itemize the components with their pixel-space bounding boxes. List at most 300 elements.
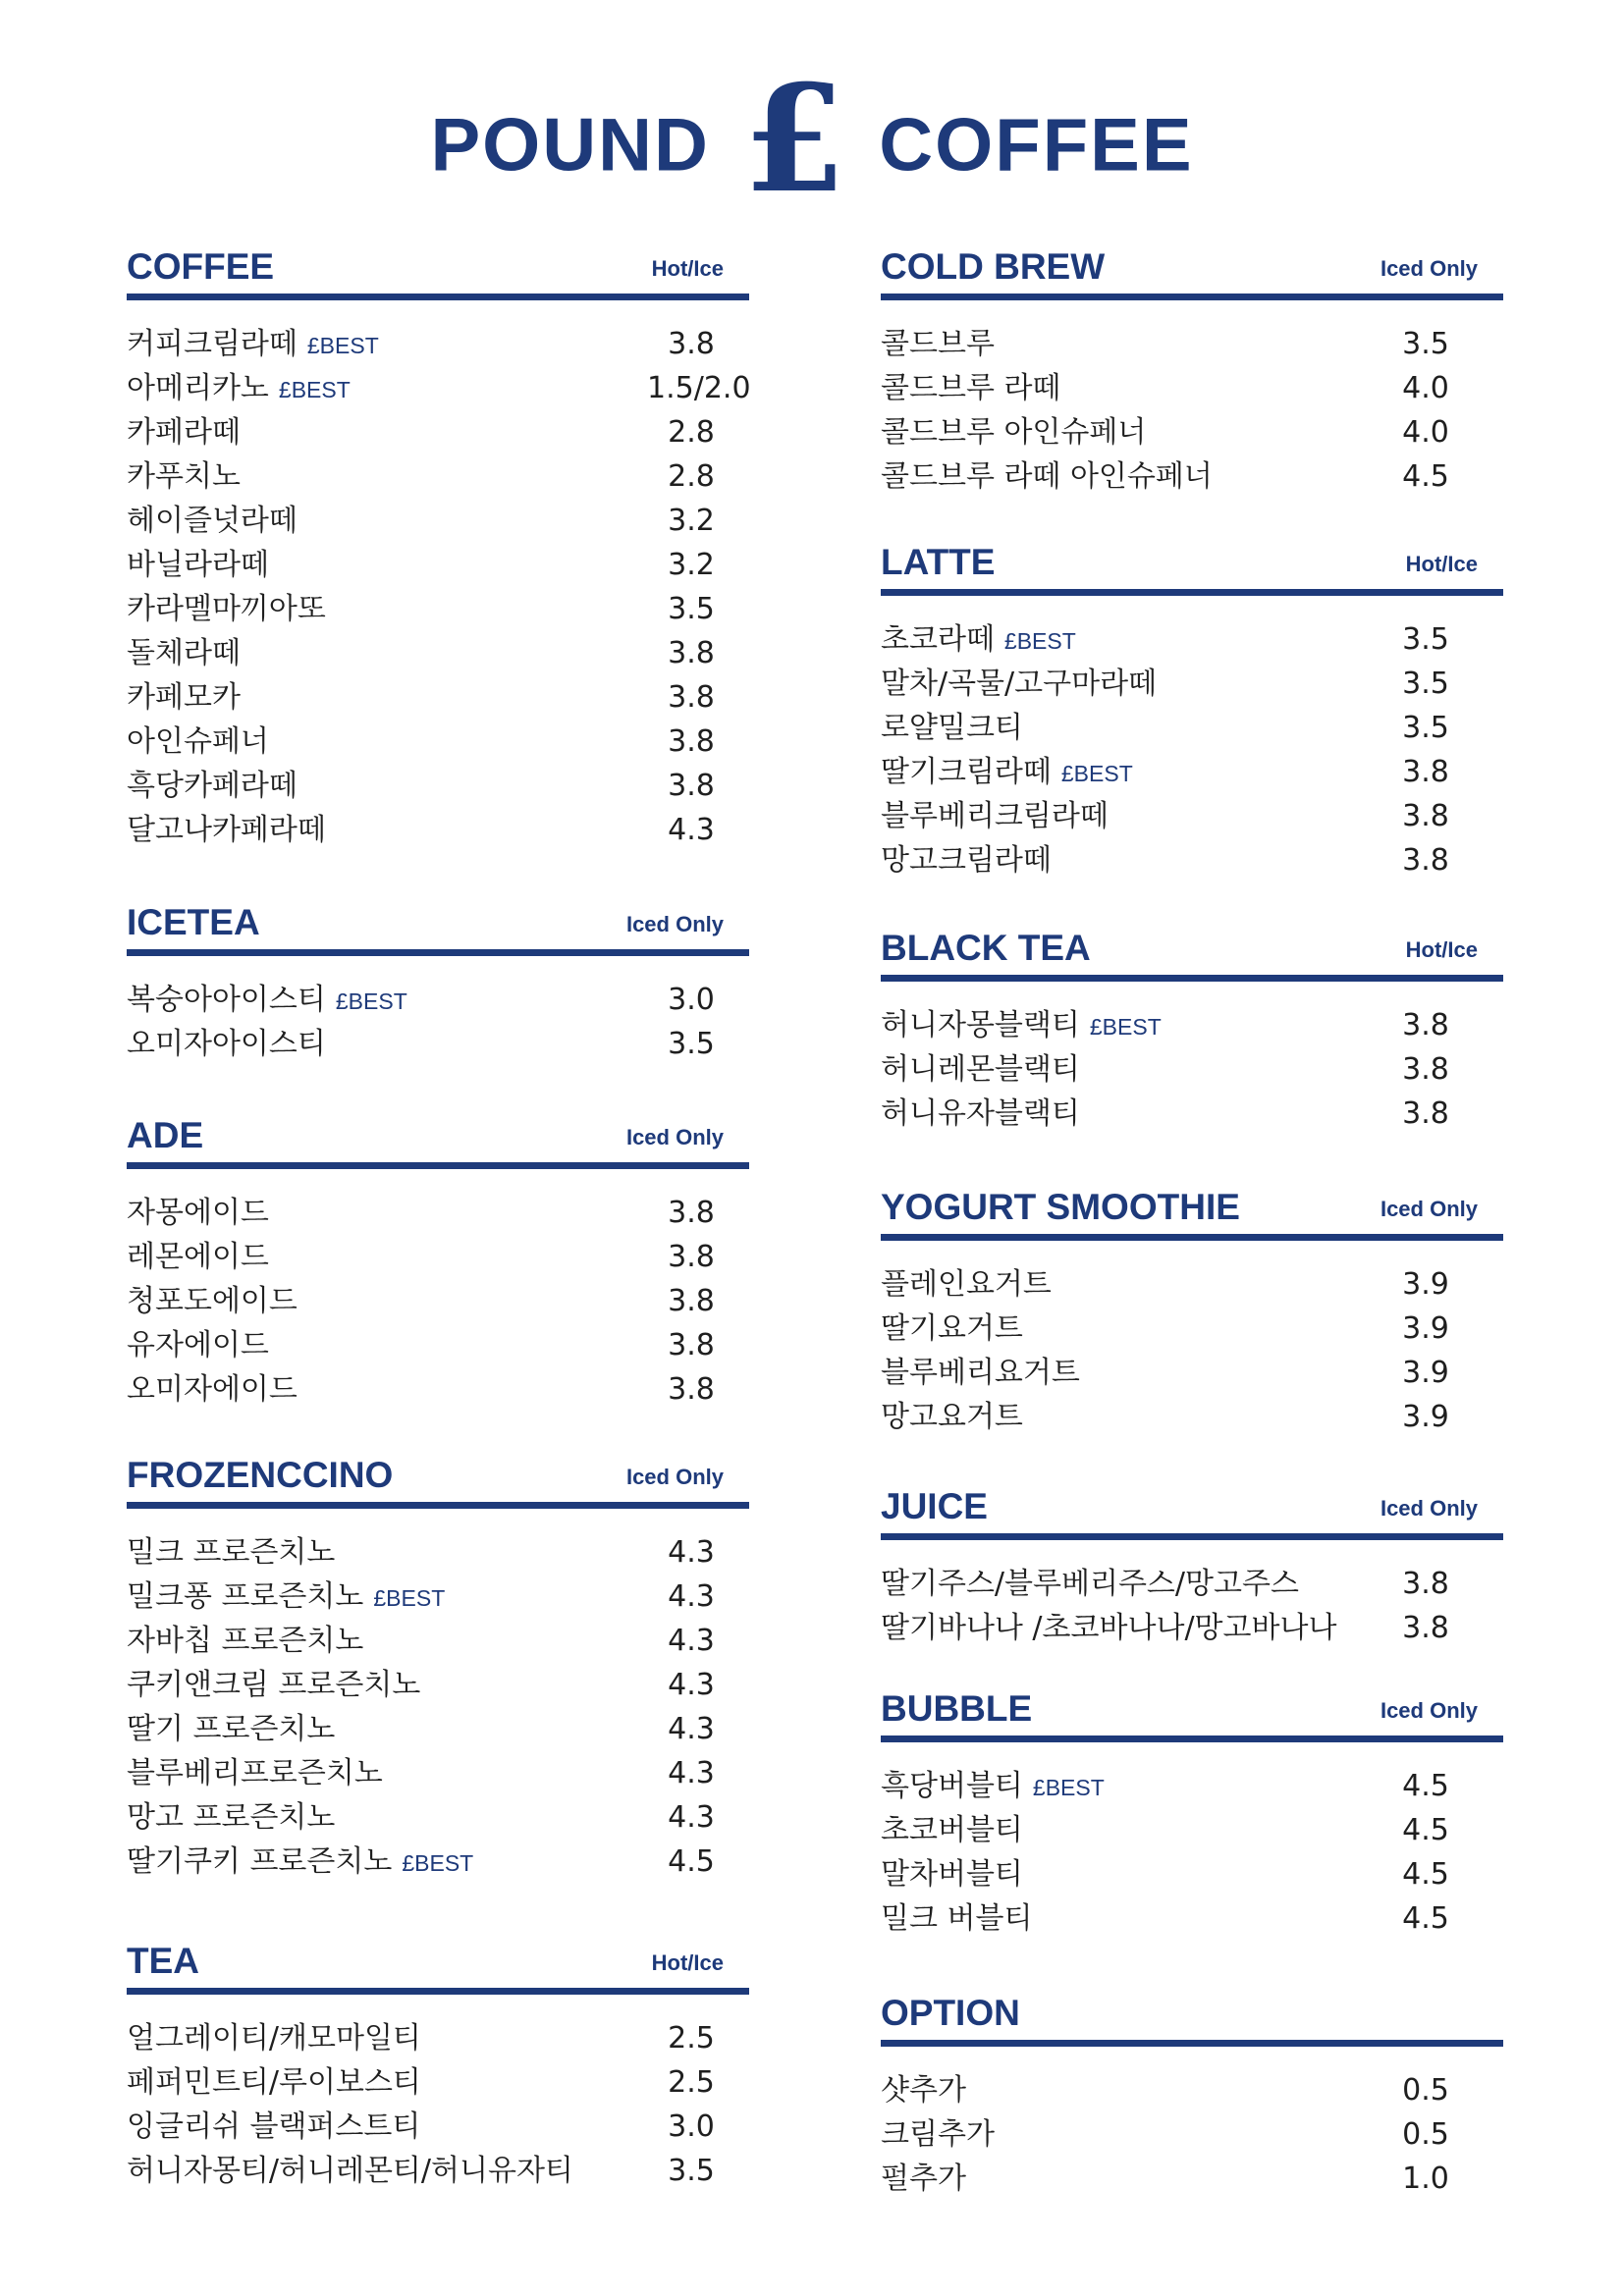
menu-item <box>127 1663 749 1707</box>
section-serving-note: Hot/Ice <box>1405 937 1478 962</box>
menu-item-name <box>881 1606 1336 1650</box>
menu-item <box>881 662 1503 706</box>
menu-item <box>127 2016 749 2060</box>
menu-item-price: 0.5 <box>1402 2117 1449 2152</box>
menu-item <box>881 366 1503 410</box>
menu-item <box>881 1562 1503 1606</box>
section-serving-note: Iced Only <box>1380 256 1478 281</box>
menu-item <box>881 2068 1503 2112</box>
menu-item-name-text: 딸기크림라떼 <box>881 755 1052 789</box>
menu-item-price: 3.8 <box>1402 755 1449 789</box>
menu-item <box>127 720 749 764</box>
menu-item-name-text: 딸기요거트 <box>881 1311 1023 1346</box>
menu-item-list <box>881 322 1503 499</box>
menu-item-name <box>127 1795 335 1840</box>
menu-item-name-text: 밀크퐁 프로즌치노 <box>127 1579 364 1614</box>
menu-item-name <box>127 1619 363 1663</box>
menu-item-price: 4.5 <box>1402 1857 1449 1892</box>
brand-word-left: POUND <box>430 103 710 187</box>
menu-item-name <box>881 1852 1023 1896</box>
menu-item-name <box>127 366 351 412</box>
menu-item-name <box>127 1840 473 1886</box>
menu-item-name-text: 크림추가 <box>881 2117 995 2152</box>
best-badge: £BEST <box>335 988 407 1014</box>
menu-item-name <box>127 454 241 499</box>
menu-item <box>881 794 1503 838</box>
menu-item <box>881 1896 1503 1941</box>
section-header <box>881 1684 1503 1742</box>
best-badge: £BEST <box>402 1850 474 1876</box>
menu-item-name <box>881 1047 1080 1092</box>
menu-item-price: 3.5 <box>1402 711 1449 745</box>
menu-item-name <box>127 2105 420 2149</box>
menu-item <box>881 2112 1503 2157</box>
best-badge: £BEST <box>306 333 379 358</box>
menu-item-price: 4.3 <box>668 1800 715 1835</box>
menu-item <box>127 1707 749 1751</box>
menu-item <box>127 1022 749 1066</box>
menu-item-price: 3.5 <box>1402 622 1449 657</box>
menu-item <box>127 1575 749 1619</box>
menu-item-price: 3.8 <box>668 636 715 670</box>
menu-item-name-text: 펄추가 <box>881 2162 966 2196</box>
menu-item-name-text: 로얄밀크티 <box>881 711 1023 745</box>
menu-item-list <box>881 1262 1503 1439</box>
section-blacktea <box>881 924 1503 1136</box>
menu-item-name <box>127 587 326 631</box>
best-badge: £BEST <box>1060 761 1133 786</box>
menu-item-price: 3.8 <box>1402 1567 1449 1601</box>
menu-item <box>127 1367 749 1412</box>
best-badge: £BEST <box>1089 1014 1162 1040</box>
menu-item-name <box>881 454 1213 499</box>
menu-item-name <box>881 366 1060 410</box>
section-title: LATTE <box>881 542 996 582</box>
menu-item-price: 3.8 <box>668 327 715 361</box>
section-title: FROZENCCINO <box>127 1455 394 1495</box>
menu-item-price: 3.0 <box>668 2109 715 2144</box>
menu-item-name-text: 딸기바나나 /초코바나나/망고바나나 <box>881 1611 1337 1645</box>
menu-item-name-text: 콜드브루 라떼 아인슈페너 <box>881 459 1213 494</box>
menu-item-name-text: 청포도에이드 <box>127 1284 298 1318</box>
menu-item-price: 0.5 <box>1402 2073 1449 2108</box>
menu-item-name-text: 달고나카페라떼 <box>127 813 326 847</box>
menu-item-name-text: 오미자아이스티 <box>127 1027 326 1061</box>
menu-item <box>127 2149 749 2193</box>
menu-item-name-text: 콜드브루 라떼 <box>881 371 1061 405</box>
menu-item-name <box>881 617 1076 664</box>
section-serving-note: Iced Only <box>625 1125 724 1149</box>
menu-item-price: 3.2 <box>668 548 715 582</box>
menu-item-price: 3.5 <box>1402 327 1449 361</box>
menu-item-price: 2.8 <box>668 415 715 450</box>
menu-item-name-text: 헤이즐넛라떼 <box>127 504 298 538</box>
menu-item-name <box>127 1575 445 1621</box>
menu-item <box>881 1307 1503 1351</box>
menu-item-price: 3.0 <box>668 983 715 1017</box>
section-serving-note: Iced Only <box>1380 1197 1478 1221</box>
menu-item-name-text: 복숭아아이스티 <box>127 983 326 1017</box>
menu-item-name <box>881 1307 1023 1351</box>
section-juice <box>881 1482 1503 1650</box>
menu-item-list <box>127 978 749 1066</box>
section-title: ADE <box>127 1115 204 1155</box>
menu-item <box>881 1852 1503 1896</box>
menu-item <box>881 1092 1503 1136</box>
menu-item <box>127 1323 749 1367</box>
menu-item-price: 4.5 <box>1402 1901 1449 1936</box>
menu-item-name-text: 딸기주스/블루베리주스/망고주스 <box>881 1567 1299 1601</box>
section-header <box>881 1183 1503 1241</box>
menu-item-name <box>881 838 1052 882</box>
menu-item-list <box>881 1764 1503 1941</box>
menu-item-name <box>881 1764 1105 1810</box>
menu-item-name-text: 카페모카 <box>127 680 241 715</box>
menu-item-name <box>127 1279 298 1323</box>
menu-item <box>881 1764 1503 1808</box>
section-serving-note: Iced Only <box>1380 1496 1478 1521</box>
menu-item-price: 3.8 <box>668 1372 715 1407</box>
menu-item-name-text: 블루베리프로즌치노 <box>127 1756 383 1790</box>
menu-item-price: 3.8 <box>668 1240 715 1274</box>
menu-item-name <box>881 706 1023 750</box>
menu-item-name <box>127 1235 269 1279</box>
menu-item-name-text: 초코버블티 <box>881 1813 1023 1847</box>
section-header <box>881 242 1503 300</box>
menu-item-list <box>881 617 1503 882</box>
menu-item-name <box>127 543 269 587</box>
menu-item-name <box>127 764 298 808</box>
menu-item <box>881 617 1503 662</box>
menu-item <box>127 1619 749 1663</box>
menu-item-name-text: 콜드브루 <box>881 327 995 361</box>
best-badge: £BEST <box>278 377 351 402</box>
section-title: COFFEE <box>127 246 275 287</box>
menu-item <box>127 631 749 675</box>
menu-item-name-text: 밀크 프로즌치노 <box>127 1535 336 1570</box>
menu-item-price: 2.5 <box>668 2021 715 2056</box>
menu-item-name-text: 아메리카노 <box>127 371 269 405</box>
menu-item-name <box>127 1367 298 1412</box>
menu-item-name <box>127 322 379 368</box>
menu-item-name <box>127 808 326 852</box>
section-serving-note: Iced Only <box>625 1465 724 1489</box>
section-title: OPTION <box>881 1993 1020 2033</box>
section-serving-note: Hot/Ice <box>651 1950 724 1975</box>
menu-item-name-text: 허니유자블랙티 <box>881 1096 1080 1131</box>
menu-item-price: 3.5 <box>668 592 715 626</box>
menu-item-name <box>881 2157 966 2201</box>
menu-item-price: 1.5/2.0 <box>647 371 751 405</box>
section-title: JUICE <box>881 1486 988 1526</box>
section-ade <box>127 1111 749 1412</box>
section-serving-note: Iced Only <box>625 912 724 936</box>
menu-item-name-text: 페퍼민트티/루이보스티 <box>127 2065 421 2100</box>
menu-item-price: 4.3 <box>668 1624 715 1658</box>
menu-item-name <box>127 1751 383 1795</box>
menu-item <box>881 1262 1503 1307</box>
menu-item-price: 3.8 <box>668 1196 715 1230</box>
menu-item-name <box>881 2068 966 2112</box>
section-header <box>127 898 749 956</box>
menu-item-name-text: 쿠키앤크림 프로즌치노 <box>127 1668 421 1702</box>
menu-item-name <box>881 1262 1052 1307</box>
menu-item-name-text: 샷추가 <box>881 2073 966 2108</box>
menu-item <box>127 2105 749 2149</box>
menu-item-name <box>127 720 269 764</box>
menu-item-price: 3.5 <box>1402 667 1449 701</box>
menu-item-price: 1.0 <box>1402 2162 1449 2196</box>
section-title: BUBBLE <box>881 1688 1033 1729</box>
menu-item <box>881 1395 1503 1439</box>
menu-item <box>127 675 749 720</box>
menu-item-price: 2.8 <box>668 459 715 494</box>
menu-item-name-text: 흑당카페라떼 <box>127 769 298 803</box>
menu-item <box>881 706 1503 750</box>
menu-item-list <box>127 322 749 852</box>
menu-item-name-text: 오미자에이드 <box>127 1372 298 1407</box>
menu-item <box>127 543 749 587</box>
menu-item-price: 3.8 <box>668 680 715 715</box>
menu-item-name-text: 잉글리쉬 블랙퍼스트티 <box>127 2109 421 2144</box>
menu-item-name <box>881 1351 1080 1395</box>
pound-icon: £ <box>742 53 846 226</box>
section-yogurt <box>881 1183 1503 1439</box>
menu-item-list <box>881 1003 1503 1136</box>
menu-item-list <box>127 2016 749 2193</box>
menu-item-name-text: 망고요거트 <box>881 1400 1023 1434</box>
menu-item-name <box>881 750 1133 796</box>
menu-item <box>127 1530 749 1575</box>
menu-item <box>881 322 1503 366</box>
menu-item <box>127 1751 749 1795</box>
menu-item-name-text: 흑당버블티 <box>881 1769 1023 1803</box>
menu-item <box>881 454 1503 499</box>
best-badge: £BEST <box>1032 1775 1105 1800</box>
menu-item-name <box>881 410 1146 454</box>
menu-item-price: 3.8 <box>668 724 715 759</box>
section-tea <box>127 1937 749 2193</box>
menu-item-price: 3.8 <box>1402 843 1449 878</box>
menu-item <box>127 587 749 631</box>
menu-item-price: 3.9 <box>1402 1267 1449 1302</box>
menu-item-name-text: 자바칩 프로즌치노 <box>127 1624 364 1658</box>
section-title: YOGURT SMOOTHIE <box>881 1187 1240 1227</box>
section-option <box>881 1989 1503 2201</box>
menu-item-price: 4.5 <box>668 1844 715 1879</box>
menu-item-price: 4.5 <box>1402 459 1449 494</box>
menu-item-name <box>127 631 241 675</box>
menu-item-name <box>127 410 241 454</box>
menu-item-name <box>127 1530 335 1575</box>
menu-item-name-text: 딸기쿠키 프로즌치노 <box>127 1844 393 1879</box>
menu-item <box>881 1808 1503 1852</box>
menu-item-price: 3.5 <box>668 2154 715 2188</box>
menu-item-name-text: 레몬에이드 <box>127 1240 269 1274</box>
menu-item-name-text: 콜드브루 아인슈페너 <box>881 415 1147 450</box>
menu-item <box>127 499 749 543</box>
menu-item-price: 4.3 <box>668 813 715 847</box>
section-header <box>127 1451 749 1509</box>
section-serving-note: Hot/Ice <box>651 256 724 281</box>
menu-item-name-text: 아인슈페너 <box>127 724 269 759</box>
menu-item <box>881 1003 1503 1047</box>
menu-item-price: 4.3 <box>668 1579 715 1614</box>
menu-item <box>127 1840 749 1884</box>
section-serving-note: Hot/Ice <box>1405 552 1478 576</box>
menu-item-name-text: 커피크림라떼 <box>127 327 298 361</box>
menu-item-list <box>881 2068 1503 2201</box>
menu-item-name <box>881 1808 1023 1852</box>
menu-item-name-text: 돌체라떼 <box>127 636 241 670</box>
menu-item-name <box>881 794 1109 838</box>
menu-item-price: 4.5 <box>1402 1813 1449 1847</box>
section-title: TEA <box>127 1941 199 1981</box>
menu-item-name-text: 카페라떼 <box>127 415 241 450</box>
menu-item-name-text: 바닐라라떼 <box>127 548 269 582</box>
menu-item <box>127 410 749 454</box>
menu-item <box>881 410 1503 454</box>
menu-item <box>127 978 749 1022</box>
best-badge: £BEST <box>1003 628 1076 654</box>
section-title: COLD BREW <box>881 246 1106 287</box>
menu-item-name-text: 유자에이드 <box>127 1328 269 1362</box>
menu-item-name-text: 망고 프로즌치노 <box>127 1800 336 1835</box>
menu-item-price: 3.8 <box>1402 799 1449 833</box>
menu-item-name <box>127 1191 269 1235</box>
menu-item-price: 3.8 <box>1402 1611 1449 1645</box>
menu-item-price: 2.5 <box>668 2065 715 2100</box>
section-coldbrew <box>881 242 1503 499</box>
menu-item-price: 3.8 <box>1402 1052 1449 1087</box>
menu-item-name-text: 초코라떼 <box>881 622 995 657</box>
menu-item-price: 4.3 <box>668 1756 715 1790</box>
menu-item <box>127 1191 749 1235</box>
section-header <box>881 538 1503 596</box>
section-serving-note: Iced Only <box>1380 1698 1478 1723</box>
menu-item-name <box>127 1323 269 1367</box>
section-bubble <box>881 1684 1503 1941</box>
menu-item-price: 3.9 <box>1402 1400 1449 1434</box>
section-header <box>881 1482 1503 1540</box>
menu-item-price: 4.0 <box>1402 371 1449 405</box>
menu-item-price: 4.0 <box>1402 415 1449 450</box>
section-header <box>127 1937 749 1995</box>
menu-item <box>881 838 1503 882</box>
section-icetea <box>127 898 749 1066</box>
menu-item-name-text: 플레인요거트 <box>881 1267 1052 1302</box>
best-badge: £BEST <box>373 1585 446 1611</box>
menu-item-name-text: 블루베리요거트 <box>881 1356 1080 1390</box>
menu-item <box>127 1235 749 1279</box>
section-frozenccino <box>127 1451 749 1884</box>
menu-item-list <box>127 1191 749 1412</box>
menu-item <box>127 2060 749 2105</box>
menu-item-name <box>881 1003 1162 1049</box>
menu-item-name-text: 말차버블티 <box>881 1857 1023 1892</box>
section-title: ICETEA <box>127 902 260 942</box>
menu-item-price: 4.3 <box>668 1668 715 1702</box>
menu-item-price: 3.8 <box>1402 1096 1449 1131</box>
section-header <box>127 242 749 300</box>
menu-item-price: 3.8 <box>668 1284 715 1318</box>
menu-item-name <box>127 1022 326 1066</box>
menu-item <box>881 2157 1503 2201</box>
menu-item-name <box>881 1395 1023 1439</box>
menu-item-price: 3.5 <box>668 1027 715 1061</box>
menu-item-name <box>881 662 1157 706</box>
menu-item-price: 3.8 <box>668 769 715 803</box>
menu-item-name-text: 카라멜마끼아또 <box>127 592 326 626</box>
menu-item <box>127 1795 749 1840</box>
menu-item-list <box>127 1530 749 1884</box>
menu-item <box>127 322 749 366</box>
menu-item-name-text: 허니자몽블랙티 <box>881 1008 1080 1042</box>
menu-item-name-text: 허니자몽티/허니레몬티/허니유자티 <box>127 2154 573 2188</box>
menu-item-name-text: 블루베리크림라떼 <box>881 799 1109 833</box>
menu-item-name <box>127 499 298 543</box>
menu-item <box>127 808 749 852</box>
menu-item <box>127 1279 749 1323</box>
menu-item <box>881 1351 1503 1395</box>
menu-item-name <box>881 1562 1299 1606</box>
menu-item-name-text: 말차/곡물/고구마라떼 <box>881 667 1158 701</box>
menu-item-name <box>881 2112 995 2157</box>
menu-item-name <box>127 1663 420 1707</box>
menu-item <box>881 1606 1503 1650</box>
menu-item-price: 3.8 <box>1402 1008 1449 1042</box>
menu-item-price: 3.9 <box>1402 1311 1449 1346</box>
section-header <box>881 924 1503 982</box>
menu-item-name <box>881 322 995 366</box>
menu-item-price: 4.3 <box>668 1712 715 1746</box>
menu-item-name-text: 카푸치노 <box>127 459 241 494</box>
menu-item-name-text: 망고크림라떼 <box>881 843 1052 878</box>
menu-item-price: 3.9 <box>1402 1356 1449 1390</box>
menu-item-name <box>127 2149 573 2193</box>
menu-item-name <box>127 2016 421 2060</box>
menu-item-name-text: 허니레몬블랙티 <box>881 1052 1080 1087</box>
menu-item-name <box>127 978 407 1024</box>
menu-item-name <box>881 1092 1080 1136</box>
menu-item-name-text: 얼그레이티/캐모마일티 <box>127 2021 421 2056</box>
menu-item-name-text: 딸기 프로즌치노 <box>127 1712 336 1746</box>
menu-item-price: 3.8 <box>668 1328 715 1362</box>
menu-item <box>127 764 749 808</box>
section-header <box>881 1989 1503 2047</box>
menu-item <box>881 750 1503 794</box>
menu-item <box>127 366 749 410</box>
menu-item-price: 4.5 <box>1402 1769 1449 1803</box>
section-title: BLACK TEA <box>881 928 1091 968</box>
menu-item-name <box>127 675 241 720</box>
section-latte <box>881 538 1503 882</box>
brand-logo <box>0 53 1624 232</box>
menu-item-price: 4.3 <box>668 1535 715 1570</box>
menu-item-name <box>127 1707 335 1751</box>
section-coffee <box>127 242 749 852</box>
section-header <box>127 1111 749 1169</box>
brand-word-right: COFFEE <box>879 103 1194 187</box>
menu-item <box>881 1047 1503 1092</box>
menu-item-price: 3.2 <box>668 504 715 538</box>
menu-item-name-text: 자몽에이드 <box>127 1196 269 1230</box>
menu-item <box>127 454 749 499</box>
menu-item-name <box>127 2060 421 2105</box>
menu-item-name-text: 밀크 버블티 <box>881 1901 1033 1936</box>
menu-item-name <box>881 1896 1032 1941</box>
menu-item-list <box>881 1562 1503 1650</box>
